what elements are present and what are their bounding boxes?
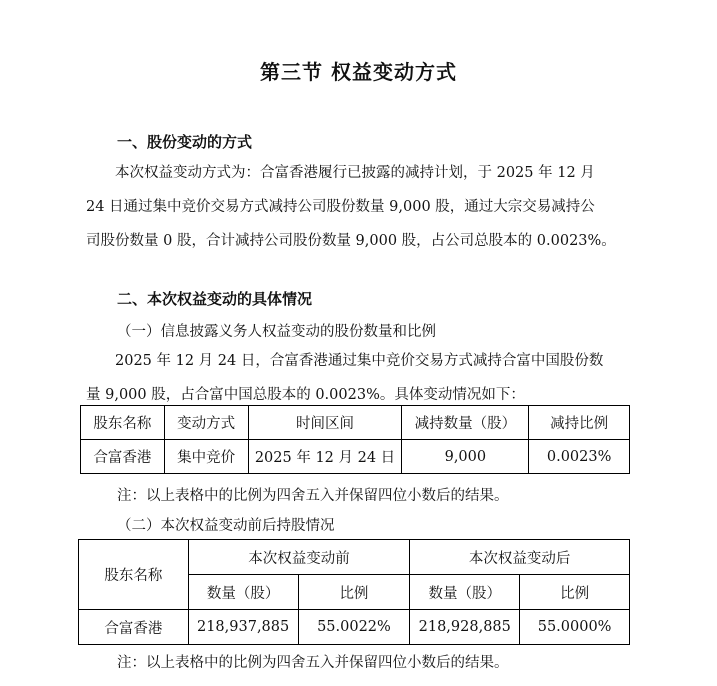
subsection-1-heading: （一）信息披露义务人权益变动的股份数量和比例 — [117, 324, 436, 340]
paragraph-line: 量 9,000 股，占合富中国总股本的 0.0023%。具体变动情况如下： — [86, 387, 525, 403]
column-header: 减持比例 — [529, 406, 630, 440]
section-2-paragraph — [86, 344, 632, 412]
table-cell: 9,000 — [402, 440, 529, 474]
table-cell: 55.0022% — [298, 610, 410, 645]
table-cell: 218,937,885 — [188, 610, 298, 645]
column-header: 变动方式 — [164, 406, 248, 440]
reduction-table — [80, 405, 630, 474]
holdings-table — [78, 539, 630, 645]
table-cell: 0.0023% — [529, 440, 630, 474]
paragraph-line: 司股份数量 0 股，合计减持公司股份数量 9,000 股，占公司总股本的 0.0023%。 — [86, 233, 616, 249]
column-header: 本次权益变动后 — [410, 540, 630, 575]
paragraph-line: 2025 年 12 月 24 日，合富香港通过集中竞价交易方式减持合富中国股份数 — [115, 353, 604, 369]
paragraph-line: 本次权益变动方式为：合富香港履行已披露的减持计划，于 2025 年 12 月 — [115, 165, 595, 181]
table-cell: 218,928,885 — [410, 610, 520, 645]
page-title: 第三节 权益变动方式 — [260, 60, 457, 84]
subsection-2-heading: （二）本次权益变动前后持股情况 — [117, 518, 335, 534]
table-note: 注：以上表格中的比例为四舍五入并保留四位小数后的结果。 — [117, 488, 509, 504]
column-header: 数量（股） — [188, 575, 298, 610]
column-header: 本次权益变动前 — [188, 540, 410, 575]
section-2-heading: 二、本次权益变动的具体情况 — [117, 290, 313, 308]
table-cell: 合富香港 — [81, 440, 165, 474]
paragraph-line: 24 日通过集中竞价交易方式减持公司股份数量 9,000 股，通过大宗交易减持公 — [86, 199, 595, 215]
table-cell: 2025 年 12 月 24 日 — [248, 440, 402, 474]
column-header: 比例 — [520, 575, 630, 610]
column-header: 减持数量（股） — [402, 406, 529, 440]
column-header: 比例 — [298, 575, 410, 610]
column-header: 股东名称 — [81, 406, 165, 440]
table-cell: 55.0000% — [520, 610, 630, 645]
section-1-heading: 一、股份变动的方式 — [117, 133, 253, 151]
column-header: 数量（股） — [410, 575, 520, 610]
table-cell: 集中竞价 — [164, 440, 248, 474]
column-header: 时间区间 — [248, 406, 402, 440]
table-note: 注：以上表格中的比例为四舍五入并保留四位小数后的结果。 — [117, 655, 509, 671]
column-header: 股东名称 — [79, 540, 189, 610]
table-cell: 合富香港 — [79, 610, 189, 645]
section-1-paragraph — [86, 156, 632, 258]
